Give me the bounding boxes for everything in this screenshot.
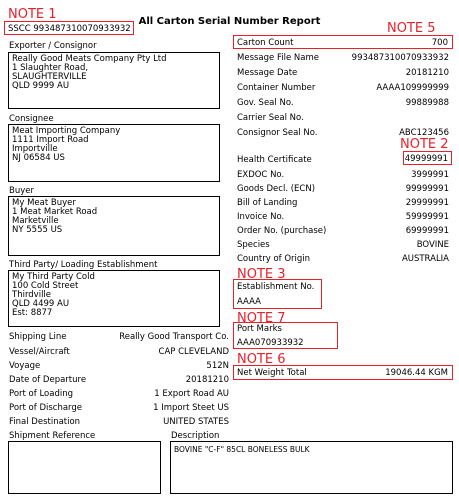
consignee-line: Importville (12, 144, 58, 154)
exporter-box (8, 52, 220, 109)
third-party-line: Thirdville (12, 290, 52, 300)
country-of-origin-label: Country of Origin (237, 254, 311, 264)
port-marks-value: AAA070933932 (237, 338, 304, 348)
note-6-label: NOTE 6 (237, 352, 286, 367)
establishment-value: AAAA (237, 297, 261, 307)
third-party-line: QLD 4499 AU (12, 299, 70, 309)
note-1-label: NOTE 1 (8, 7, 57, 22)
third-party-line: 100 Cold Street (12, 281, 79, 291)
carrier-seal-label: Carrier Seal No. (237, 113, 304, 123)
note-7-label: NOTE 7 (237, 311, 286, 326)
port-of-loading-label: Port of Loading (9, 389, 73, 399)
exporter-line: 1 Slaughter Road, (12, 63, 89, 73)
note-5-label: NOTE 5 (387, 21, 436, 36)
shipment-reference-box (8, 441, 161, 494)
bill-of-landing-value: 29999991 (405, 198, 449, 208)
gov-seal-label: Gov. Seal No. (237, 98, 294, 108)
carton-count-box (233, 35, 453, 49)
health-certificate-label: Health Certificate (237, 155, 312, 165)
carton-count-label: Carton Count (237, 38, 294, 48)
net-weight-label: Net Weight Total (237, 368, 307, 378)
voyage-value: 512N (206, 361, 229, 371)
shipping-line-value: Really Good Transport Co. (119, 332, 229, 342)
invoice-value: 59999991 (405, 212, 449, 222)
voyage-label: Voyage (9, 361, 41, 371)
message-file-name-label: Message File Name (237, 53, 319, 63)
consignor-seal-label: Consignor Seal No. (237, 128, 318, 138)
third-party-box (8, 270, 220, 327)
port-of-loading-value: 1 Export Road AU (154, 389, 229, 399)
message-date-value: 20181210 (405, 68, 449, 78)
port-of-discharge-value: 1 Import Steet US (153, 403, 229, 413)
container-number-label: Container Number (237, 83, 316, 93)
goods-decl-label: Goods Decl. (ECN) (237, 184, 316, 194)
net-weight-value: 19046.44 KGM (385, 368, 448, 378)
consignee-line: Meat Importing Company (12, 126, 121, 136)
description-value: BOVINE "C-F" 85CL BONELESS BULK (174, 445, 310, 454)
message-file-name-value: 993487310070933932 (351, 53, 449, 63)
final-destination-value: UNITED STATES (163, 417, 229, 427)
buyer-box (8, 196, 220, 256)
establishment-label: Establishment No. (237, 282, 315, 292)
final-destination-label: Final Destination (9, 417, 81, 427)
buyer-line: 1 Meat Market Road (12, 207, 98, 217)
buyer-label: Buyer (9, 186, 34, 196)
third-party-line: Est: 8877 (12, 308, 53, 318)
port-marks-label: Port Marks (237, 324, 282, 334)
report-title: All Carton Serial Number Report (138, 16, 321, 27)
date-of-departure-label: Date of Departure (9, 375, 87, 385)
consignee-box (8, 124, 220, 182)
shipping-line-label: Shipping Line (9, 332, 67, 342)
exporter-line: QLD 9999 AU (12, 81, 70, 91)
third-party-label: Third Party/ Loading Establishment (9, 260, 158, 270)
port-marks-box (233, 322, 338, 349)
note-2-label: NOTE 2 (400, 137, 449, 152)
buyer-line: NY 5555 US (12, 225, 63, 235)
net-weight-box (233, 365, 453, 380)
shipment-reference-label: Shipment Reference (9, 431, 96, 441)
country-of-origin-value: AUSTRALIA (401, 254, 449, 264)
bill-of-landing-label: Bill of Landing (237, 198, 298, 208)
buyer-line: Marketville (12, 216, 59, 226)
exporter-label: Exporter / Consignor (9, 41, 97, 51)
health-certificate-box (403, 151, 452, 165)
exporter-line: Really Good Meats Company Pty Ltd (12, 54, 167, 64)
port-of-discharge-label: Port of Discharge (9, 403, 83, 413)
consignee-line: 1111 Import Road (12, 135, 89, 145)
carton-count-value: 700 (431, 38, 448, 48)
vessel-value: CAP CLEVELAND (158, 347, 229, 357)
container-number-value: AAAA109999999 (376, 83, 449, 93)
note-3-label: NOTE 3 (237, 267, 286, 282)
consignee-label: Consignee (9, 114, 54, 124)
consignee-line: NJ 06584 US (12, 153, 65, 163)
message-date-label: Message Date (237, 68, 298, 78)
order-value: 69999991 (405, 226, 449, 236)
exdoc-label: EXDOC No. (237, 170, 285, 180)
order-label: Order No. (purchase) (237, 226, 327, 236)
third-party-line: My Third Party Cold (12, 272, 95, 282)
health-certificate-value: 49999991 (404, 154, 448, 164)
sscc-value: SSCC 993487310070933932 (8, 24, 131, 34)
buyer-line: My Meat Buyer (12, 198, 76, 208)
date-of-departure-value: 20181210 (185, 375, 229, 385)
description-box (170, 441, 453, 494)
species-value: BOVINE (416, 240, 449, 250)
consignor-seal-value: ABC123456 (399, 128, 449, 138)
species-label: Species (237, 240, 270, 250)
vessel-label: Vessel/Aircraft (9, 347, 70, 357)
exporter-line: SLAUGHTERVILLE (12, 72, 87, 82)
sscc-box (4, 21, 134, 35)
exdoc-value: 3999991 (411, 170, 449, 180)
gov-seal-value: 99889988 (405, 98, 449, 108)
invoice-label: Invoice No. (237, 212, 285, 222)
establishment-box (233, 279, 322, 309)
description-label: Description (171, 431, 220, 441)
goods-decl-value: 99999991 (405, 184, 449, 194)
